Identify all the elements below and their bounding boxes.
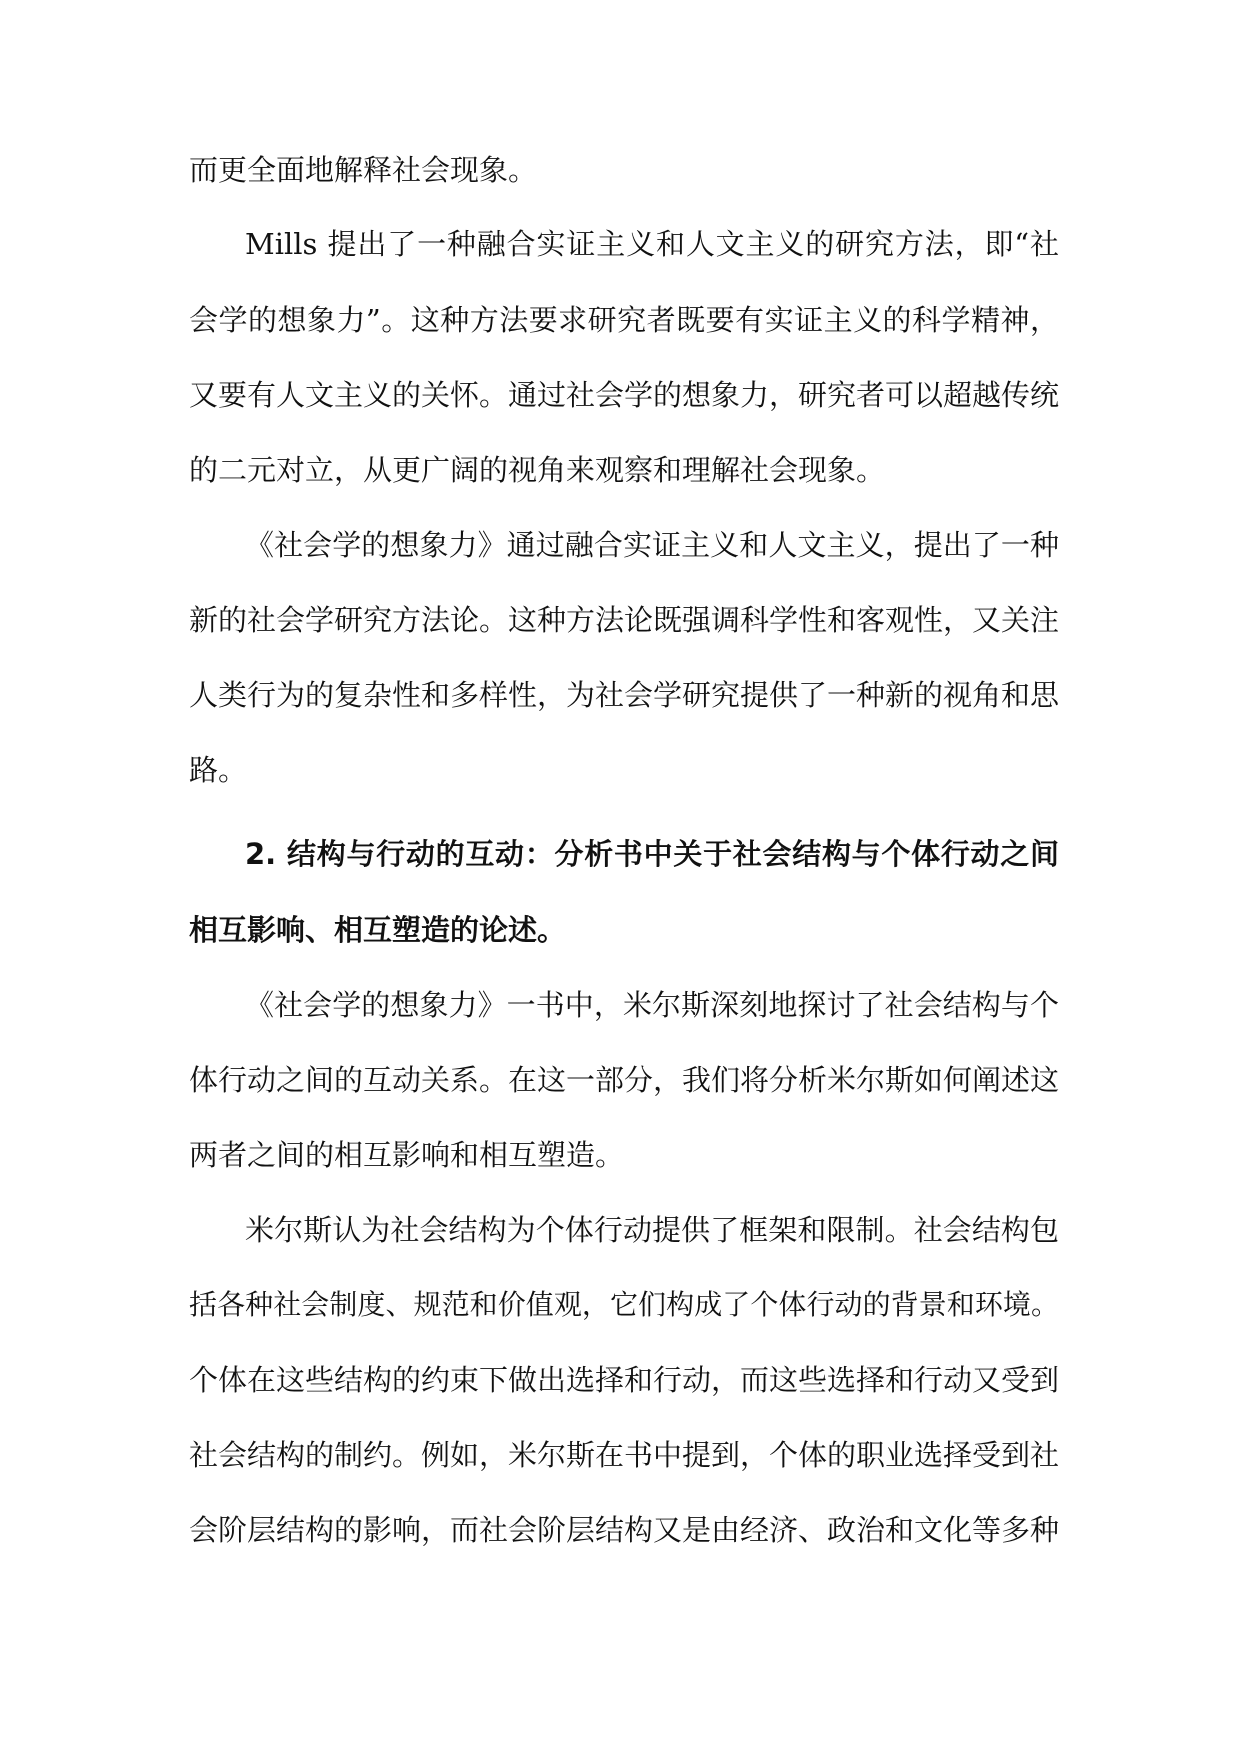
- text-line: 《社会学的想象力》通过融合实证主义和人文主义，提出了一种: [245, 528, 1059, 562]
- text-line: 的二元对立，从更广阔的视角来观察和理解社会现象。: [189, 453, 886, 487]
- text-line: 会学的想象力”。这种方法要求研究者既要有实证主义的科学精神，: [189, 303, 1059, 337]
- text-line: 又要有人文主义的关怀。通过社会学的想象力，研究者可以超越传统: [189, 378, 1060, 412]
- text-line: 《社会学的想象力》一书中，米尔斯深刻地探讨了社会结构与个: [245, 988, 1059, 1022]
- text-line: 人类行为的复杂性和多样性，为社会学研究提供了一种新的视角和思: [189, 678, 1060, 712]
- text-line: 两者之间的相互影响和相互塑造。: [189, 1138, 625, 1172]
- text-line: 新的社会学研究方法论。这种方法论既强调科学性和客观性，又关注: [189, 603, 1060, 637]
- text-line: 米尔斯认为社会结构为个体行动提供了框架和限制。社会结构包: [245, 1213, 1059, 1247]
- section-heading: 2. 结构与行动的互动：分析书中关于社会结构与个体行动之间: [245, 837, 1059, 871]
- text-line: 体行动之间的互动关系。在这一部分，我们将分析米尔斯如何阐述这: [189, 1063, 1060, 1097]
- text-line: 社会结构的制约。例如，米尔斯在书中提到，个体的职业选择受到社: [189, 1438, 1060, 1472]
- text-line: 个体在这些结构的约束下做出选择和行动，而这些选择和行动又受到: [189, 1363, 1060, 1397]
- text-line: 会阶层结构的影响，而社会阶层结构又是由经济、政治和文化等多种: [189, 1513, 1060, 1547]
- section-heading: 相互影响、相互塑造的论述。: [189, 913, 567, 947]
- text-line: 而更全面地解释社会现象。: [189, 153, 538, 187]
- text-line: 路。: [189, 753, 248, 787]
- text-line: Mills 提出了一种融合实证主义和人文主义的研究方法，即“社: [245, 227, 1059, 261]
- text-line: 括各种社会制度、规范和价值观，它们构成了个体行动的背景和环境。: [189, 1288, 1059, 1321]
